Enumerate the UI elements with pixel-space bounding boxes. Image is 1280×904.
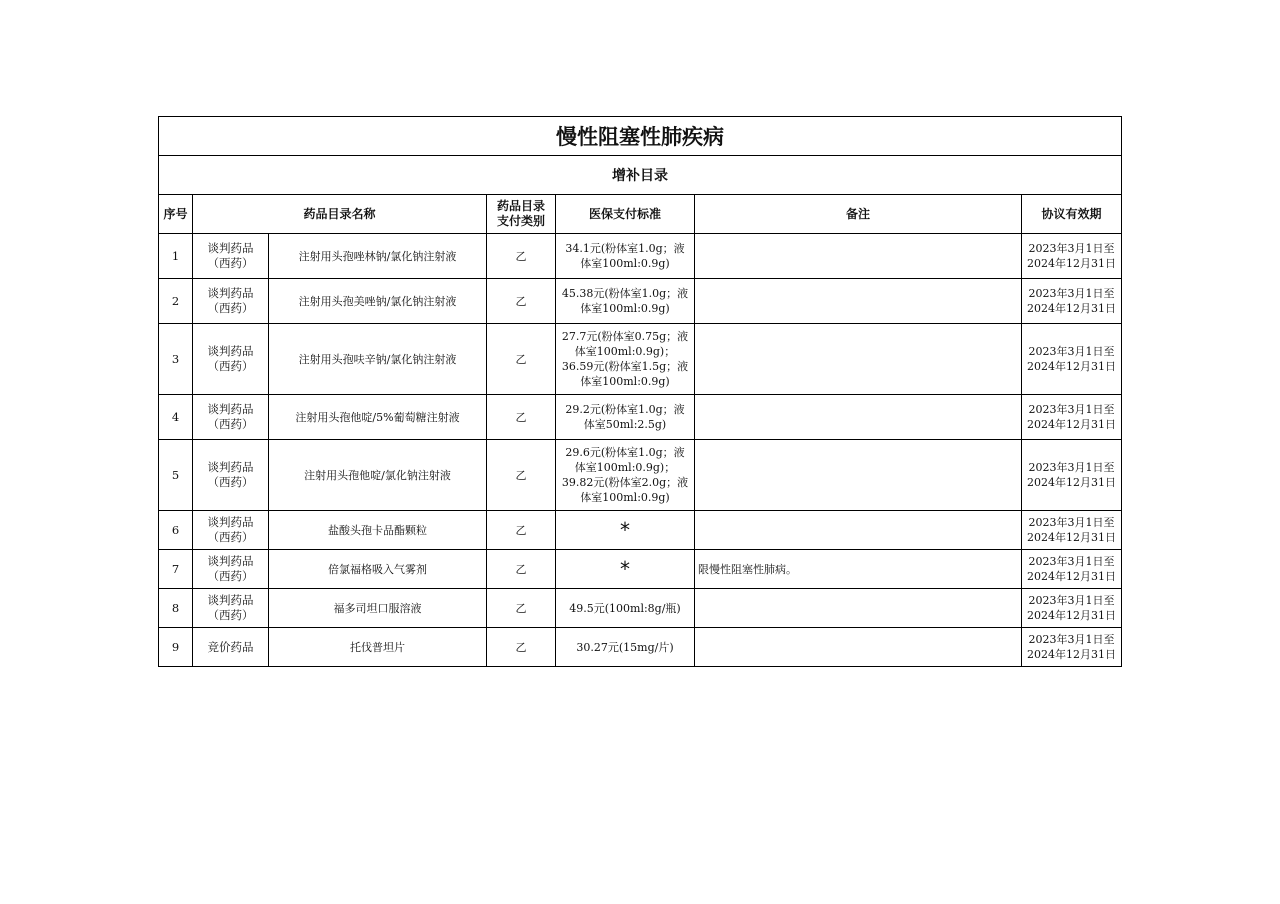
row-index: 2 — [159, 279, 193, 324]
payment-category: 乙 — [487, 279, 556, 324]
drug-type: 谈判药品 （西药） — [193, 440, 269, 511]
payment-category: 乙 — [487, 589, 556, 628]
payment-standard: 45.38元(粉体室1.0g；液 体室100ml:0.9g) — [556, 279, 695, 324]
page-title: 慢性阻塞性肺疾病 — [159, 117, 1122, 156]
payment-category: 乙 — [487, 628, 556, 667]
drug-name: 注射用头孢他啶/氯化钠注射液 — [269, 440, 487, 511]
row-index: 5 — [159, 440, 193, 511]
remark — [695, 628, 1022, 667]
drug-name: 注射用头孢唑林钠/氯化钠注射液 — [269, 234, 487, 279]
drug-type: 竞价药品 — [193, 628, 269, 667]
payment-standard: 29.2元(粉体室1.0g；液 体室50ml:2.5g) — [556, 395, 695, 440]
drug-name: 盐酸头孢卡品酯颗粒 — [269, 511, 487, 550]
payment-standard: * — [556, 511, 695, 550]
payment-standard: 30.27元(15mg/片) — [556, 628, 695, 667]
drug-name: 福多司坦口服溶液 — [269, 589, 487, 628]
validity-period: 2023年3月1日至 2024年12月31日 — [1022, 324, 1122, 395]
validity-period: 2023年3月1日至 2024年12月31日 — [1022, 440, 1122, 511]
payment-standard: 34.1元(粉体室1.0g；液 体室100ml:0.9g) — [556, 234, 695, 279]
table-row — [159, 279, 1122, 324]
validity-period: 2023年3月1日至 2024年12月31日 — [1022, 589, 1122, 628]
drug-name: 注射用头孢呋辛钠/氯化钠注射液 — [269, 324, 487, 395]
drug-type: 谈判药品 （西药） — [193, 589, 269, 628]
section-subtitle: 增补目录 — [159, 156, 1122, 195]
row-index: 9 — [159, 628, 193, 667]
row-index: 4 — [159, 395, 193, 440]
drug-type: 谈判药品 （西药） — [193, 324, 269, 395]
row-index: 1 — [159, 234, 193, 279]
drug-type: 谈判药品 （西药） — [193, 279, 269, 324]
header-validity: 协议有效期 — [1022, 195, 1122, 234]
payment-standard: 49.5元(100ml:8g/瓶) — [556, 589, 695, 628]
header-index: 序号 — [159, 195, 193, 234]
table-row — [159, 511, 1122, 550]
drug-type: 谈判药品 （西药） — [193, 395, 269, 440]
drug-type: 谈判药品 （西药） — [193, 234, 269, 279]
payment-category: 乙 — [487, 550, 556, 589]
table-row — [159, 589, 1122, 628]
header-drug-name: 药品目录名称 — [193, 195, 487, 234]
table-row — [159, 395, 1122, 440]
table-row — [159, 234, 1122, 279]
table-row — [159, 550, 1122, 589]
row-index: 3 — [159, 324, 193, 395]
drug-name: 注射用头孢他啶/5%葡萄糖注射液 — [269, 395, 487, 440]
validity-period: 2023年3月1日至 2024年12月31日 — [1022, 550, 1122, 589]
table-header-row — [159, 195, 1122, 234]
drug-name: 倍氯福格吸入气雾剂 — [269, 550, 487, 589]
remark — [695, 511, 1022, 550]
payment-category: 乙 — [487, 511, 556, 550]
drug-name: 注射用头孢美唑钠/氯化钠注射液 — [269, 279, 487, 324]
payment-standard: * — [556, 550, 695, 589]
validity-period: 2023年3月1日至 2024年12月31日 — [1022, 511, 1122, 550]
payment-standard: 27.7元(粉体室0.75g；液 体室100ml:0.9g)； 36.59元(粉体室1.5g；液 体室100ml:0.9g) — [556, 324, 695, 395]
validity-period: 2023年3月1日至 2024年12月31日 — [1022, 395, 1122, 440]
validity-period: 2023年3月1日至 2024年12月31日 — [1022, 234, 1122, 279]
drug-catalog-table — [158, 116, 1122, 667]
row-index: 6 — [159, 511, 193, 550]
drug-type: 谈判药品 （西药） — [193, 550, 269, 589]
header-remark: 备注 — [695, 195, 1022, 234]
remark — [695, 589, 1022, 628]
validity-period: 2023年3月1日至 2024年12月31日 — [1022, 628, 1122, 667]
table-row — [159, 324, 1122, 395]
header-payment-category: 药品目录 支付类别 — [487, 195, 556, 234]
payment-category: 乙 — [487, 395, 556, 440]
drug-name: 托伐普坦片 — [269, 628, 487, 667]
table-row — [159, 628, 1122, 667]
remark — [695, 395, 1022, 440]
table-row — [159, 440, 1122, 511]
payment-category: 乙 — [487, 324, 556, 395]
payment-category: 乙 — [487, 234, 556, 279]
payment-standard: 29.6元(粉体室1.0g；液 体室100ml:0.9g)； 39.82元(粉体室2.0g；液 体室100ml:0.9g) — [556, 440, 695, 511]
row-index: 8 — [159, 589, 193, 628]
row-index: 7 — [159, 550, 193, 589]
remark — [695, 324, 1022, 395]
remark — [695, 279, 1022, 324]
remark — [695, 440, 1022, 511]
header-payment-standard: 医保支付标准 — [556, 195, 695, 234]
validity-period: 2023年3月1日至 2024年12月31日 — [1022, 279, 1122, 324]
drug-type: 谈判药品 （西药） — [193, 511, 269, 550]
remark: 限慢性阻塞性肺病。 — [695, 550, 1022, 589]
payment-category: 乙 — [487, 440, 556, 511]
remark — [695, 234, 1022, 279]
